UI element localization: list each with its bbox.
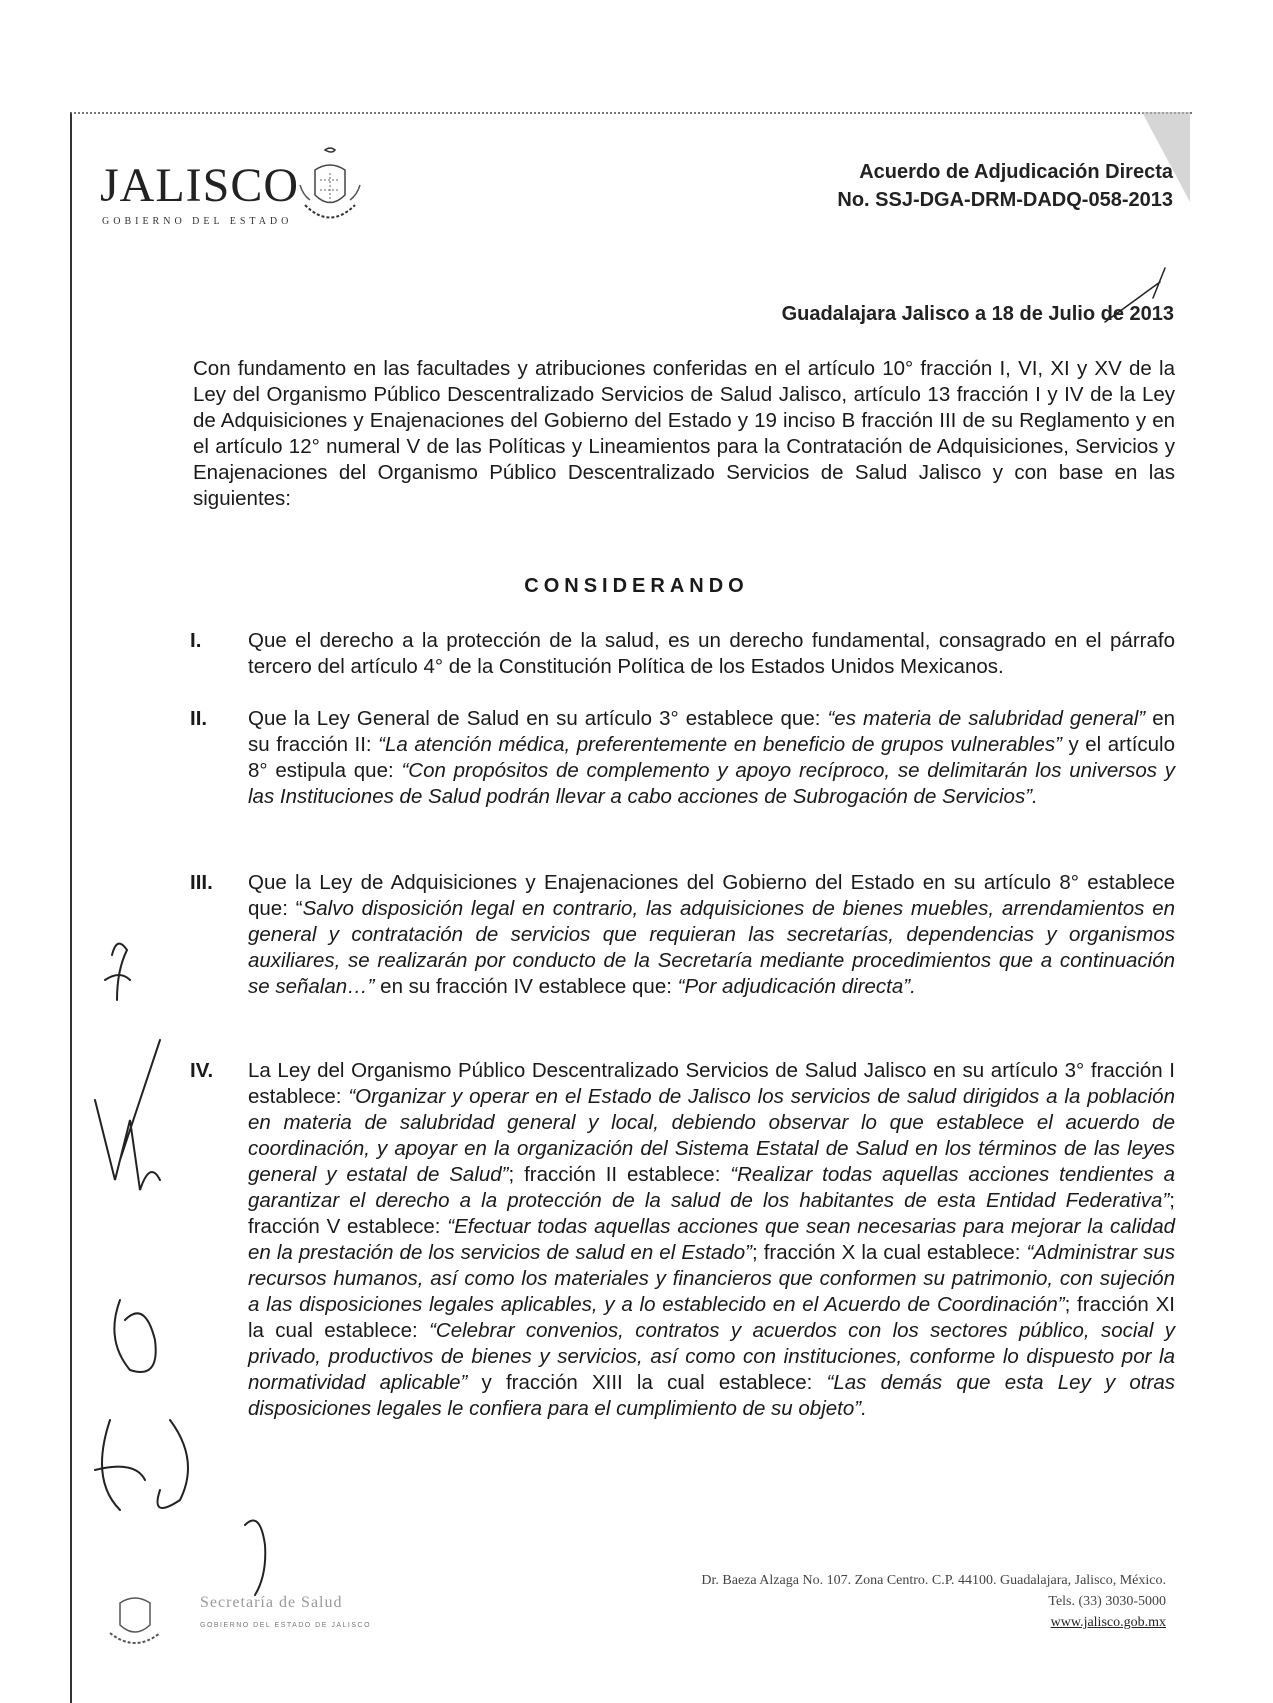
item-number: IV. (190, 1059, 214, 1082)
item-text (248, 706, 1175, 810)
footer-phone: Tels. (33) 3030-5000 (1048, 1594, 1166, 1609)
secretaria-subtitle: GOBIERNO DEL ESTADO DE JALISCO (200, 1622, 372, 1629)
jalisco-logo (100, 140, 370, 240)
item-text (248, 870, 1175, 1000)
item-quote: “Celebrar convenios, contratos y acuerdos con los sectores público, social y privado, productivos de bienes y servicios, así como con instituciones, conforme lo dispuesto por la normatividad aplicable” (248, 1319, 1175, 1394)
item-quote: “es materia de salubridad general” (827, 707, 1146, 730)
logo-subtitle: GOBIERNO DEL ESTADO (102, 216, 293, 227)
item-text-part: y el artículo 8° estipula que: (248, 733, 1175, 782)
salud-seal-icon (105, 1588, 165, 1648)
item-text-part: Que la Ley General de Salud en su artículo 3° establece que: (248, 707, 828, 730)
item-text-part: ; fracción X la cual establece: (751, 1241, 1027, 1264)
item-text-part: Que la Ley de Adquisiciones y Enajenaciones del Gobierno del Estado en su artículo 8° establece que: “ (248, 871, 1175, 920)
item-quote: Salvo disposición legal en contrario, las adquisiciones de bienes muebles, arrendamientos en general y contratación de servicios que requieran las secretarías, dependencias y organismos auxiliares, se realizarán por conducto de la Secretaría mediante procedimientos que a continuación se señalan…” (248, 897, 1176, 998)
item-quote: “La atención médica, preferentemente en beneficio de grupos vulnerables” (378, 733, 1062, 756)
item-quote: “Efectuar todas aquellas acciones que sean necesarias para mejorar la calidad en la prestación de los servicios de salud en el Estado” (248, 1215, 1175, 1264)
item-quote: “Organizar y operar en el Estado de Jalisco los servicios de salud dirigidos a la población en materia de salubridad general y local, debiendo observar lo que establece el acuerdo de coordinación, y apoyar en la organización del Sistema Estatal de Salud en los términos de las leyes general y estatal de Salud” (248, 1085, 1175, 1186)
item-text-part: ; fracción XI la cual establece: (248, 1293, 1175, 1342)
item-text-part: en su fracción II: (248, 707, 1175, 756)
secretaria-name: Secretaría de Salud (200, 1594, 343, 1611)
item-number: I. (190, 629, 202, 652)
footer-url[interactable]: www.jalisco.gob.mx (1050, 1615, 1166, 1630)
item-number: II. (190, 707, 208, 730)
item-text-part: en su fracción IV establece que: (374, 975, 678, 998)
footer-address: Dr. Baeza Alzaga No. 107. Zona Centro. C.P. 44100. Guadalajara, Jalisco, México. (701, 1573, 1166, 1588)
item-text: Que el derecho a la protección de la salud, es un derecho fundamental, consagrado en el párrafo tercero del artículo 4° de la Constitución Política de los Estados Unidos Mexicanos. (248, 629, 1175, 678)
item-number: III. (190, 871, 213, 894)
item-text-part: ; fracción V establece: (248, 1189, 1175, 1238)
footer-contact (701, 1570, 1166, 1633)
item-quote: “Por adjudicación directa”. (677, 975, 916, 998)
item-text-part: y fracción XIII la cual establece: (467, 1371, 827, 1394)
item-quote: “Realizar todas aquellas acciones tendientes a garantizar el derecho a la protección de la salud de los habitantes de esta Entidad Federativa” (248, 1163, 1175, 1212)
considerando-heading: CONSIDERANDO (524, 575, 749, 597)
item-quote: “Administrar sus recursos humanos, así como los materiales y financieros que conformen su patrimonio, con sujeción a las disposiciones legales aplicables, y a lo establecido en el Acuerdo de Coordinación” (248, 1241, 1175, 1316)
item-text-part: ; fracción II establece: (508, 1163, 731, 1186)
document-title: Acuerdo de Adjudicación Directa (859, 161, 1173, 183)
state-seal-icon (295, 145, 365, 235)
document-header (837, 158, 1173, 214)
item-text (248, 1058, 1175, 1422)
document-number: No. SSJ-DGA-DRM-DADQ-058-2013 (837, 189, 1173, 211)
secretaria-salud-logo (105, 1588, 385, 1648)
item-quote: “Con propósitos de complemento y apoyo recíproco, se delimitarán los universos y las Instituciones de Salud podrán llevar a cabo acciones de Subrogación de Servicios”. (248, 759, 1175, 808)
item-text-part: La Ley del Organismo Público Descentralizado Servicios de Salud Jalisco en su artículo 3° fracción I establece: (248, 1059, 1175, 1108)
date-line: Guadalajara Jalisco a 18 de Julio de 2013 (781, 303, 1174, 325)
item-quote: “Las demás que esta Ley y otras disposiciones legales le confiera para el cumplimiento de su objeto”. (248, 1371, 1175, 1420)
logo-text: JALISCO (100, 159, 300, 212)
intro-paragraph: Con fundamento en las facultades y atribuciones conferidas en el artículo 10° fracción I, VI, XI y XV de la Ley del Organismo Público Descentralizado Servicios de Salud Jalisco, artículo 13 fracción I y IV de la Ley de Adquisiciones y Enajenaciones del Gobierno del Estado y 19 inciso B fracción III de su Reglamento y en el artículo 12° numeral V de las Políticas y Lineamientos para la Contratación de Adquisiciones, Servicios y Enajenaciones del Organismo Público Descentralizado Servicios de Salud Jalisco y con base en las siguientes: (193, 357, 1175, 510)
